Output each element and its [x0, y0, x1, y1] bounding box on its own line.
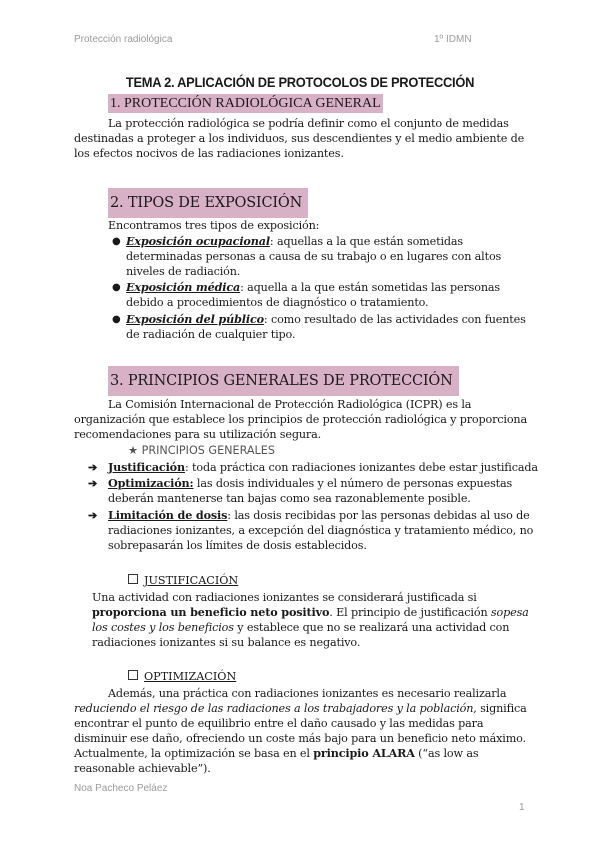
text-run-italic: reduciendo el riesgo de las radiaciones a los trabajadores y la población: [74, 702, 474, 715]
section3-heading: 3. PRINCIPIOS GENERALES DE PROTECCIÓN: [108, 366, 459, 396]
bullet-icon: ●: [112, 236, 121, 247]
justificacion-subheading: [128, 574, 238, 587]
header-left: Protección radiológica: [74, 34, 173, 45]
principle-term: Justificación: [108, 460, 185, 474]
page-title: TEMA 2. APLICACIÓN DE PROTOCOLOS DE PROTECCIÓN: [125, 74, 475, 90]
list-item: [112, 280, 526, 310]
star-icon: ★: [128, 444, 139, 457]
optimizacion-label: OPTIMIZACIÓN: [144, 670, 237, 683]
principle-text: : las dosis recibidas por las personas debidas al uso de radiaciones ionizantes, a excepción del diagnóstica y tratamiento médico, no sobrepasarán los límites de dosis establecidos.: [108, 509, 534, 552]
arrow-icon: ➔: [88, 508, 98, 522]
principles-label: [128, 444, 275, 457]
list-item: [112, 312, 526, 342]
checkbox-icon: [128, 670, 138, 680]
text-run: . El principio de justificación: [329, 606, 491, 619]
principle-item: [88, 508, 538, 553]
list-item-term: Exposición del público: [126, 312, 264, 326]
principle-text: : toda práctica con radiaciones ionizantes debe estar justificada: [184, 461, 538, 474]
text-run-bold: proporciona un beneficio neto positivo: [92, 605, 330, 619]
footer-author: Noa Pacheco Peláez: [74, 783, 168, 794]
section3-intro: La Comisión Internacional de Protección Radiológica (ICPR) es la organización que establece los principios de protección radiológica y proporciona recomendaciones para su utilización segura.: [74, 398, 528, 441]
justificacion-label: JUSTIFICACIÓN: [144, 574, 239, 587]
text-run-italic: sopesa los costes y los beneficios: [92, 606, 529, 634]
text-run-bold: principio ALARA: [313, 746, 415, 760]
principle-text: las dosis individuales y el número de personas expuestas deberán mantenerse tan bajas como sea razonablemente posible.: [108, 477, 513, 505]
text-run: , significa encontrar el punto de equilibrio entre el daño causado y las medidas para disminuir ese daño, ofreciendo un coste más bajo para un beneficio neto máximo. Actualmente, la optimización se basa en el: [74, 702, 527, 760]
text-run: y establece que no se realizará una actividad con radiaciones ionizantes si su balance es negativo.: [92, 621, 510, 649]
section1-heading: 1. PROTECCIÓN RADIOLÓGICA GENERAL: [110, 96, 381, 111]
list-item-text: : aquella a la que están sometidas las personas debido a procedimientos de diagnóstico o tratamiento.: [126, 281, 500, 309]
page-number: 1: [519, 802, 525, 813]
list-item-term: Exposición médica: [126, 280, 241, 294]
principles-label-text: PRINCIPIOS GENERALES: [141, 444, 275, 457]
optimizacion-subheading: [128, 670, 236, 683]
bullet-icon: ●: [112, 314, 121, 325]
checkbox-icon: [128, 574, 138, 584]
text-run: Además, una práctica con radiaciones ionizantes es necesario realizarla: [108, 687, 507, 700]
list-item-term: Exposición ocupacional: [126, 234, 270, 248]
arrow-icon: ➔: [88, 476, 98, 490]
text-run: Una actividad con radiaciones ionizantes se considerará justificada si: [92, 591, 477, 604]
principle-term: Optimización:: [108, 476, 194, 490]
principle-item: [88, 460, 538, 475]
section2-intro: Encontramos tres tipos de exposición:: [108, 219, 320, 232]
principle-term: Limitación de dosis: [108, 508, 228, 522]
bullet-icon: ●: [112, 282, 121, 293]
header-right: 1º IDMN: [434, 34, 472, 45]
justificacion-text: [92, 590, 532, 650]
list-item-text: : como resultado de las actividades con fuentes de radiación de cualquier tipo.: [126, 313, 526, 341]
principle-item: [88, 476, 538, 506]
list-item: [112, 234, 526, 279]
text-run: (“as low as reasonable achievable”).: [74, 747, 479, 775]
arrow-icon: ➔: [88, 460, 98, 474]
section1-text: La protección radiológica se podría definir como el conjunto de medidas destinadas a proteger a los individuos, sus descendientes y el medio ambiente de los efectos nocivos de las radiaciones ionizantes.: [74, 117, 525, 160]
list-item-text: : aquellas a la que están sometidas determinadas personas a causa de su trabajo o en lugares con altos niveles de radiación.: [126, 235, 502, 278]
optimizacion-text: [74, 686, 534, 776]
section2-heading: 2. TIPOS DE EXPOSICIÓN: [108, 188, 308, 218]
